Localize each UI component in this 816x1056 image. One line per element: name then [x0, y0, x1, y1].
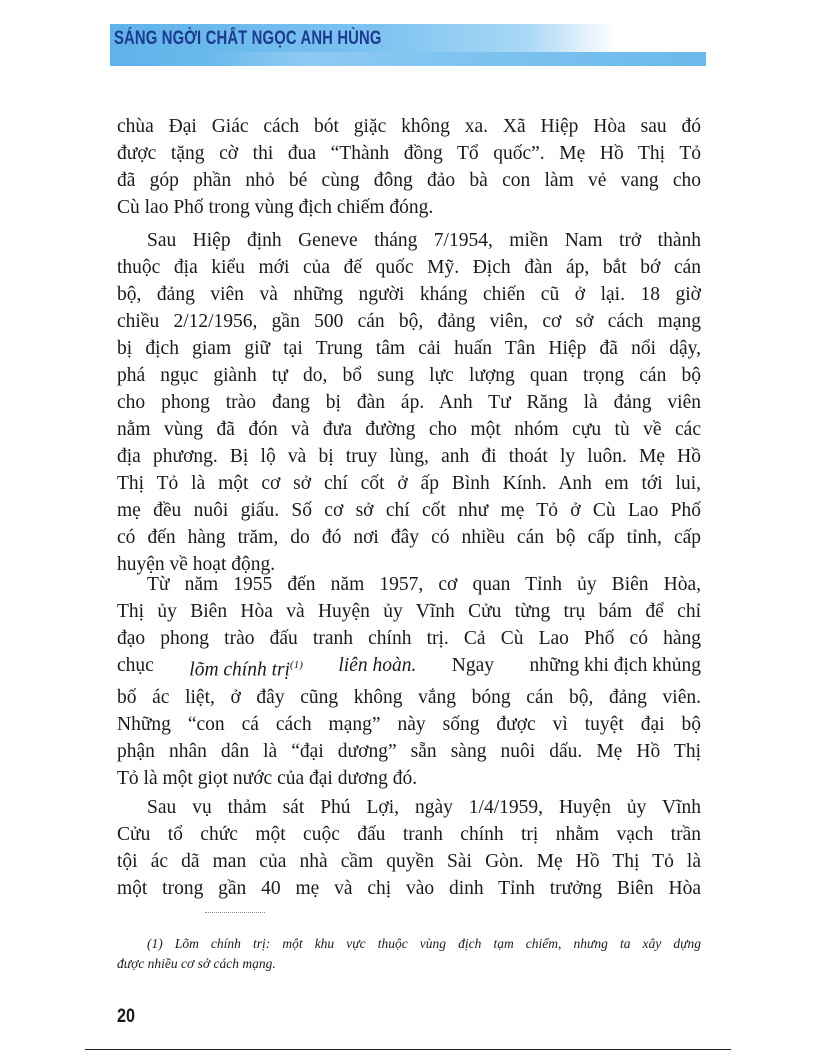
- text-line: được tặng cờ thi đua “Thành đồng Tổ quốc”. Mẹ Hồ Thị Tỏ: [117, 143, 701, 164]
- text-line: bộ, đảng viên và những người kháng chiến cũ ở lại. 18 giờ: [117, 284, 701, 305]
- footnote-line: được nhiều cơ sở cách mạng.: [117, 956, 276, 971]
- text-line: Những “con cá cách mạng” này sống được vì tuyệt đại bộ: [117, 713, 701, 735]
- footnote-separator: [205, 912, 265, 913]
- text-line-with-footnote-ref: [117, 652, 701, 684]
- text-line: đã góp phần nhỏ bé cùng đông đảo bà con làm vẻ vang cho: [117, 170, 701, 191]
- text-line: Thị Tỏ là một cơ sở chí cốt ở ấp Bình Kính. Anh em tới lui,: [117, 473, 701, 494]
- text-line: cho phong trào đang bị đàn áp. Anh Tư Răng là đảng viên: [117, 392, 701, 413]
- text-line: đạo phong trào đấu tranh chính trị. Cả Cù Lao Phố có hàng: [117, 628, 701, 649]
- text-line: Thị ủy Biên Hòa và Huyện ủy Vĩnh Cửu từng trụ bám để chỉ: [117, 601, 701, 622]
- footnote-line: (1) Lõm chính trị: một khu vực thuộc vùng địch tạm chiếm, nhưng ta xây dựng: [147, 936, 701, 951]
- footnote: [117, 934, 701, 974]
- text-line: phận nhân dân là “đại dương” sẵn sàng nuôi dấu. Mẹ Hồ Thị: [117, 740, 701, 762]
- text-line: Tỏ là một giọt nước của đại dương đó.: [117, 767, 418, 789]
- text-line: bị địch giam giữ tại Trung tâm cải huấn Tân Hiệp đã nổi dậy,: [117, 338, 701, 359]
- text-line: Sau Hiệp định Geneve tháng 7/1954, miền Nam trở thành: [147, 230, 701, 251]
- paragraph-3: [117, 571, 701, 792]
- footnote-reference: (1): [290, 659, 303, 671]
- header-band-accent: [210, 52, 706, 66]
- text-line: chiều 2/12/1956, gần 500 cán bộ, đảng viên, cơ sở cách mạng: [117, 311, 701, 332]
- running-header-title: SÁNG NGỜI CHẤT NGỌC ANH HÙNG: [114, 28, 382, 49]
- text-line: tội ác dã man của nhà cầm quyền Sài Gòn. Mẹ Hồ Thị Tỏ là: [117, 851, 701, 872]
- italic-term: liên hoàn.: [338, 655, 417, 676]
- text-line: Từ năm 1955 đến năm 1957, cơ quan Tỉnh ủy Biên Hòa,: [147, 574, 701, 595]
- text-line: mẹ đều nuôi giấu. Số cơ sở chí cốt như mẹ Tỏ ở Cù Lao Phố: [117, 500, 701, 521]
- bottom-rule: [85, 1049, 731, 1050]
- paragraph-2: [117, 227, 701, 578]
- text-segment: Ngay: [451, 655, 495, 676]
- text-line: chùa Đại Giác cách bót giặc không xa. Xã Hiệp Hòa sau đó: [117, 116, 701, 137]
- page-number: 20: [117, 1006, 135, 1027]
- paragraph-1: [117, 113, 701, 221]
- text-line: bố ác liệt, ở đây cũng không vắng bóng cán bộ, đảng viên.: [117, 686, 701, 708]
- paragraph-4: [117, 794, 701, 902]
- text-line: Cù lao Phố trong vùng địch chiếm đóng.: [117, 197, 434, 218]
- text-line: Sau vụ thảm sát Phú Lợi, ngày 1/4/1959, Huyện ủy Vĩnh: [147, 797, 701, 818]
- text-segment: những khi địch khủng: [529, 655, 701, 676]
- text-line: Cửu tổ chức một cuộc đấu tranh chính trị nhằm vạch trần: [117, 824, 701, 845]
- text-segment: chục: [117, 655, 154, 676]
- italic-term: lõm chính trị: [189, 659, 291, 681]
- text-line: huyện về hoạt động.: [117, 554, 276, 575]
- text-line: địa phương. Bị lộ và bị truy lùng, anh đi thoát ly luôn. Mẹ Hồ: [117, 446, 701, 467]
- text-line: nằm vùng đã đón và đưa đường cho một nhóm cựu tù về các: [117, 419, 701, 440]
- text-line: có đến hàng trăm, do đó nơi đây có nhiều cán bộ cấp tỉnh, cấp: [117, 527, 701, 548]
- text-line: thuộc địa kiểu mới của đế quốc Mỹ. Địch đàn áp, bắt bớ cán: [117, 257, 701, 278]
- text-line: một trong gần 40 mẹ và chị vào dinh Tỉnh trưởng Biên Hòa: [117, 878, 701, 899]
- text-line: phá ngục giành tự do, bổ sung lực lượng quan trọng cán bộ: [117, 365, 701, 386]
